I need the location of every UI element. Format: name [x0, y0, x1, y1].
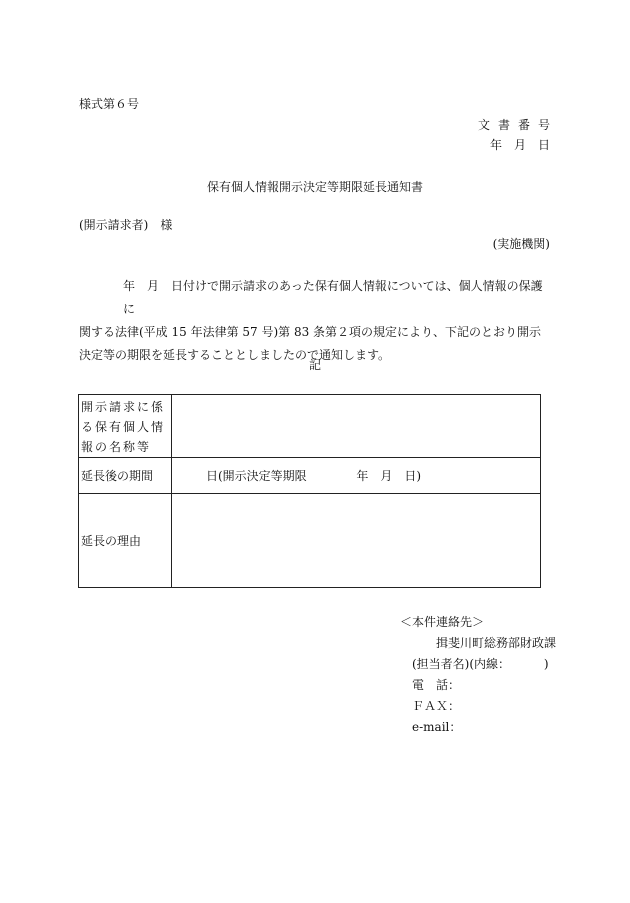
info-name-label: 開示請求に係る保有個人情報の名称等 [79, 395, 172, 458]
table-row [79, 395, 541, 458]
form-number: 様式第６号 [79, 97, 140, 111]
document-number-label: 文書番号 [477, 118, 558, 132]
implementing-agency: (実施機関) [492, 237, 550, 251]
date-line: 年 月 日 [489, 138, 550, 152]
notice-body-line1: 年 月 日付けで開示請求のあった保有個人情報については、個人情報の保護に [123, 279, 543, 316]
extension-reason-value [172, 494, 541, 588]
contact-department: 揖斐川町総務部財政課 [436, 636, 557, 650]
ki-heading: 記 [308, 358, 321, 372]
document-title: 保有個人情報開示決定等期限延長通知書 [206, 180, 423, 194]
contact-email: e-mail： [412, 720, 462, 734]
extension-reason-label: 延長の理由 [79, 494, 172, 588]
extended-period-days: 日(開示決定等期限 [206, 469, 307, 483]
details-table [78, 394, 541, 588]
contact-phone: 電 話： [412, 678, 461, 692]
extended-period-label: 延長後の期間 [79, 458, 172, 494]
notice-body-rest: 関する法律(平成 15 年法律第 57 号)第 83 条第２項の規定により、下記のとおり開示決定等の期限を延長することとしましたので通知します。 [79, 325, 542, 362]
table-row [79, 494, 541, 588]
extended-period-deadline: 年 月 日) [356, 469, 422, 483]
notice-body [79, 275, 551, 367]
contact-heading: ＜本件連絡先＞ [400, 615, 485, 629]
extended-period-value [172, 458, 541, 494]
contact-person: (担当者名)(内線： ) [412, 657, 549, 671]
table-row [79, 458, 541, 494]
contact-fax: ＦＡＸ： [412, 699, 461, 713]
contact-block [400, 612, 560, 738]
addressee: (開示請求者) 様 [79, 218, 173, 232]
info-name-value [172, 395, 541, 458]
